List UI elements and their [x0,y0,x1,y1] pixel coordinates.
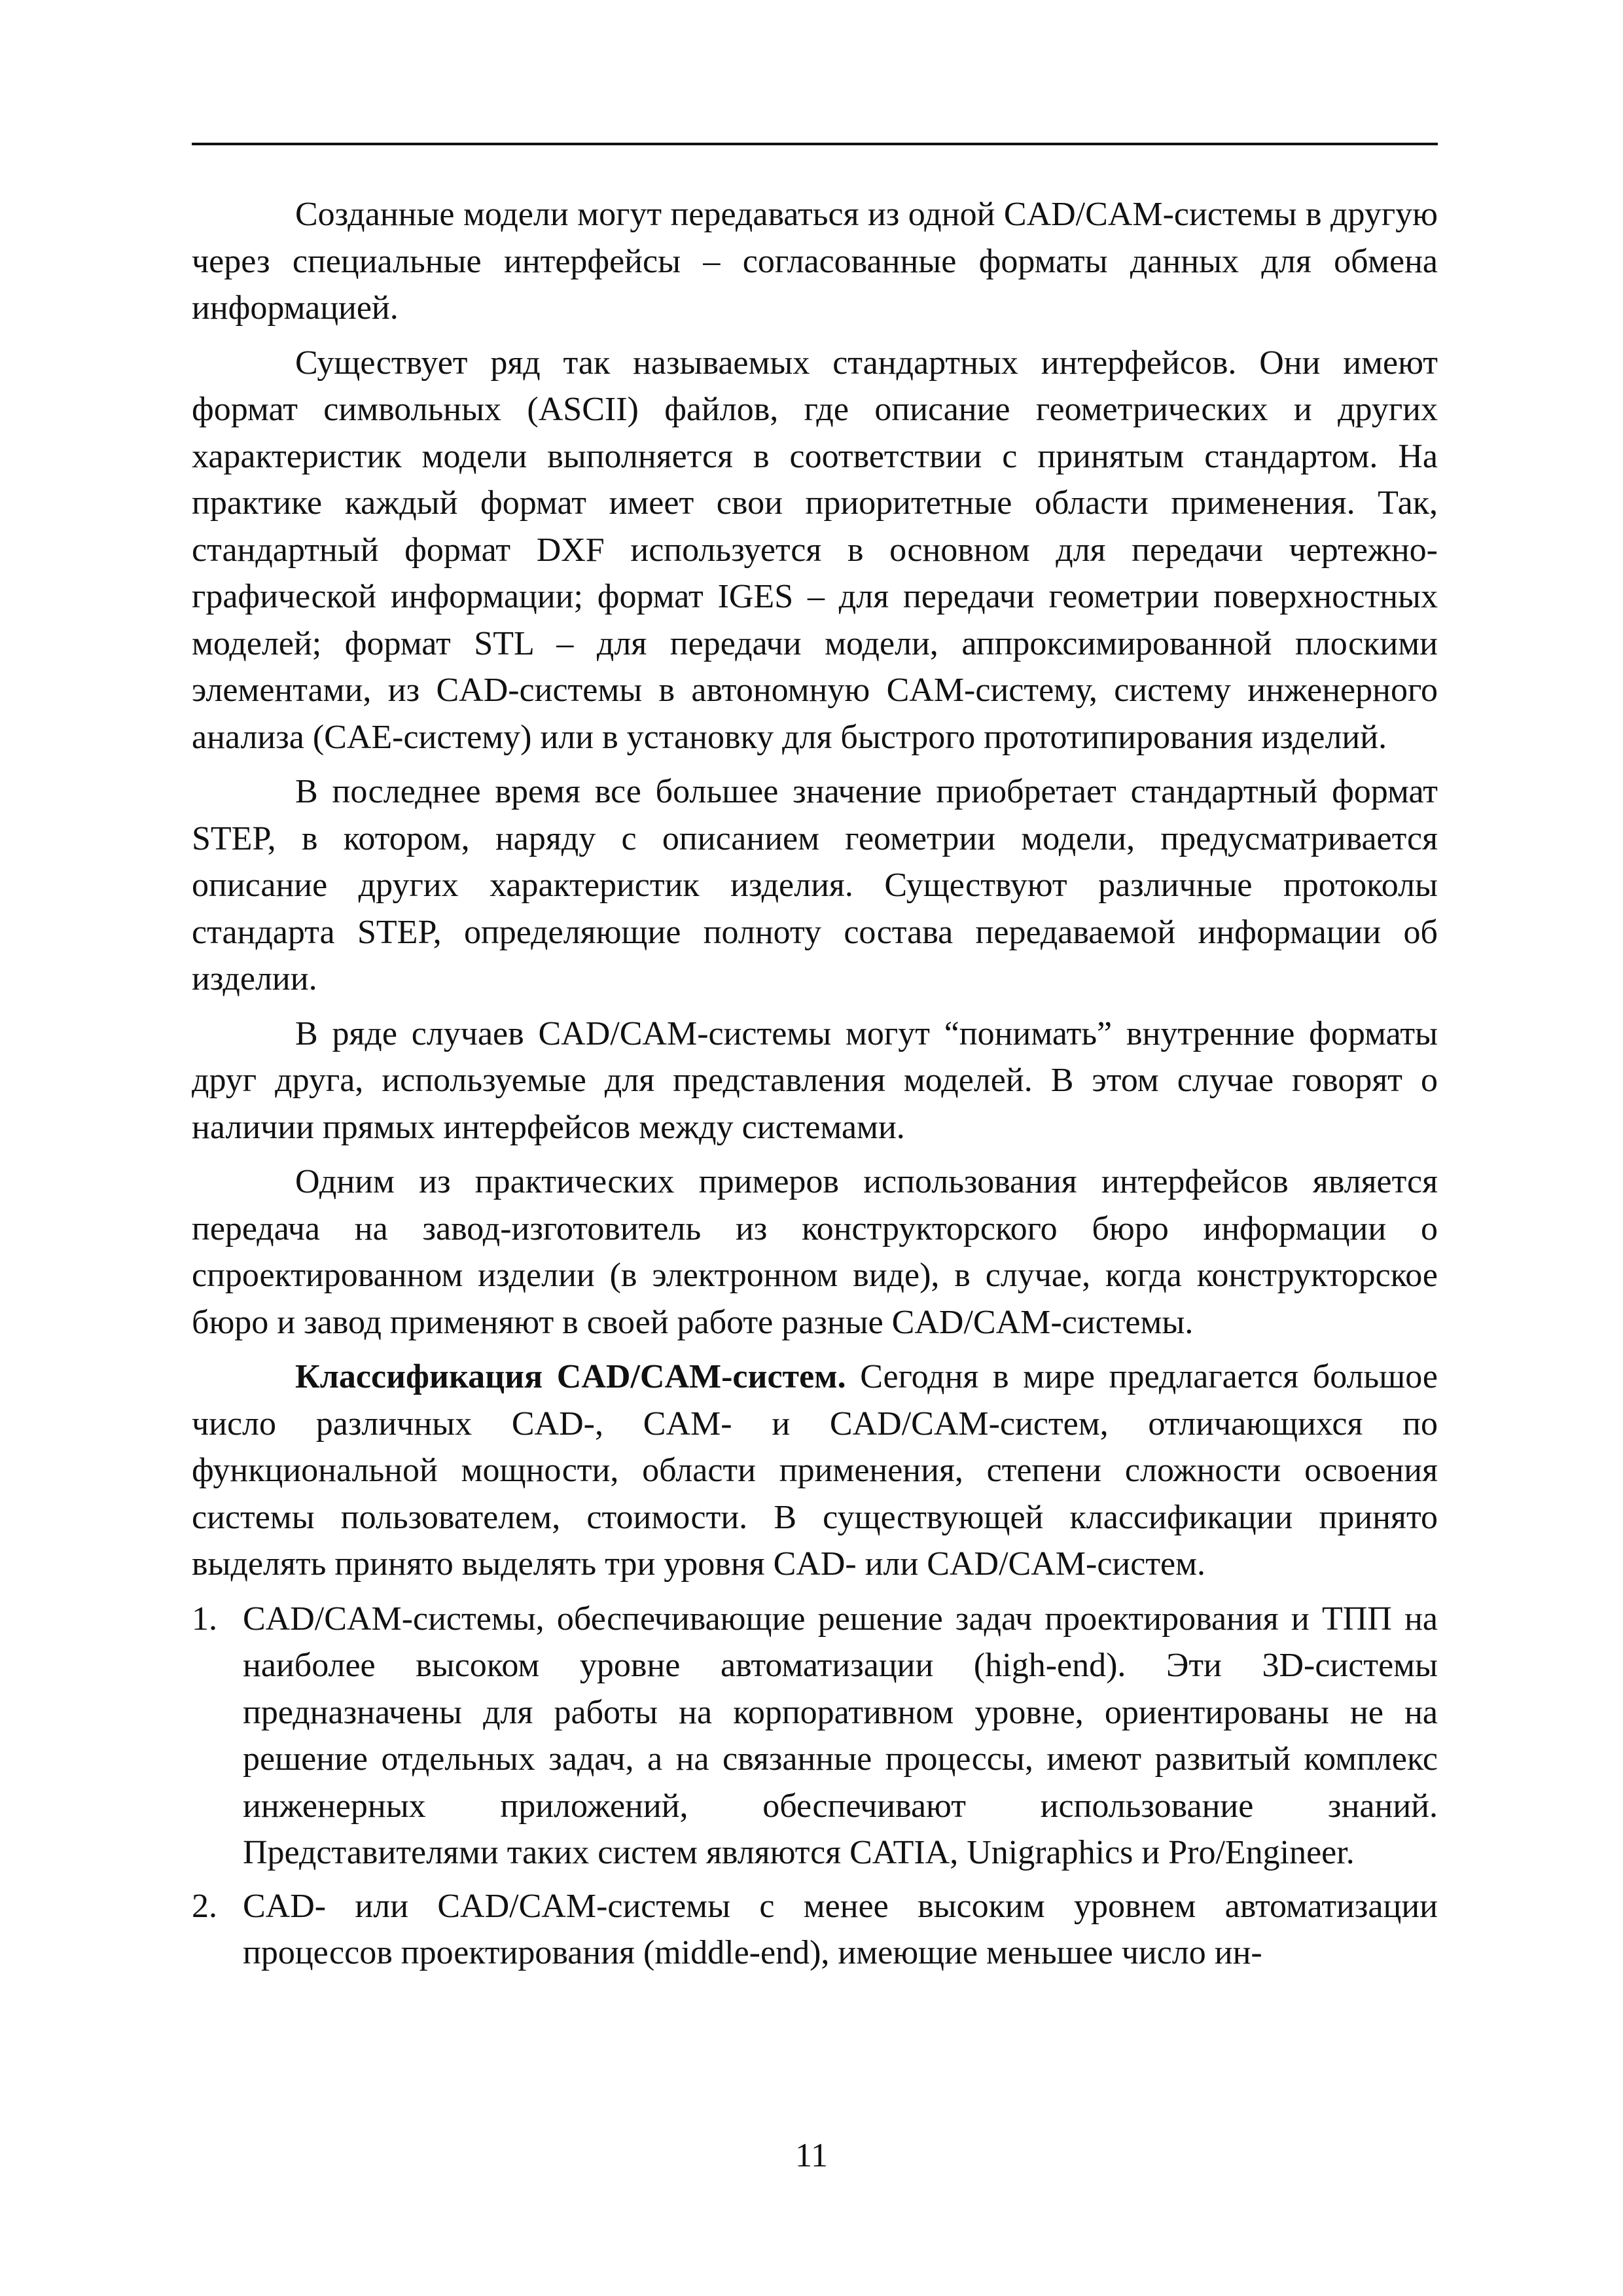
list-item [192,1883,1438,1977]
paragraph-practical-example [192,1158,1438,1346]
header-rule [192,143,1438,145]
list-item [192,1596,1438,1876]
list-item-text: CAD- или CAD/CAM-системы с менее высоким уровнем автоматизации процессов проектирования (middle-end), имеющие меньшее число ин- [243,1887,1438,1971]
page-number: 11 [794,2137,829,2174]
paragraph-text: В последнее время все большее значение приобретает стандартный формат STEP, в котором, наряду с описанием геометрии модели, предусматривается описание других характеристик изделия. Существуют различные протоколы стандарта STEP, определяющие полноту состава передаваемой информации об изделии. [192,773,1438,997]
paragraph-standard-interfaces [192,340,1438,761]
paragraph-text: Одним из практических примеров использования интерфейсов является передача на завод-изготовитель из конструкторского бюро информации о спроектированном изделии (в электронном виде), в случае, когда конструкторское бюро и завод применяют в своей работе разные CAD/CAM-системы. [192,1163,1438,1341]
paragraph-text: Существует ряд так называемых стандартных интерфейсов. Они имеют формат символьных (ASCII) файлов, где описание геометрических и других характеристик модели выполняется в соответствии с принятым стандартом. На практике каждый формат имеет свои приоритетные области применения. Так, стандартный формат DXF используется в основном для передачи чертежно-графической информации; формат IGES – для передачи геометрии поверхностных моделей; формат STL – для передачи модели, аппроксимированной плоскими элементами, из CAD-системы в автономную CAM-систему, систему инженерного анализа (CAE-систему) или в установку для быстрого прототипирования изделий. [192,344,1438,756]
paragraph-text: Сегодня в мире предлагается большое число различных CAD-, CAM- и CAD/CAM-систем, отличающихся по функциональной мощности, области применения, степени сложности освоения системы пользователем, стоимости. В существующей классификации принято выделять принято выделять три уровня CAD- или CAD/CAM-систем. [192,1358,1438,1583]
paragraph-text: Созданные модели могут передаваться из одной CAD/CAM-системы в другую через специальные интерфейсы – согласованные форматы данных для обмена информацией. [192,196,1438,327]
paragraph-step-format [192,768,1438,1003]
classification-list [192,1596,1438,1977]
section-heading-classification: Классификация CAD/CAM-систем. [295,1358,846,1395]
paragraph-direct-interfaces [192,1011,1438,1151]
paragraph-classification [192,1354,1438,1588]
paragraph-text: В ряде случаев CAD/CAM-системы могут “понимать” внутренние форматы друг друга, используемые для представления моделей. В этом случае говорят о наличии прямых интерфейсов между системами. [192,1014,1438,1146]
body-text [192,191,1438,1983]
paragraph-interfaces-intro [192,191,1438,332]
list-item-text: CAD/CAM-системы, обеспечивающие решение задач проектирования и ТПП на наиболее высоком уровне автоматизации (high-end). Эти 3D-системы предназначены для работы на корпоративном уровне, ориентированы не на решение отдельных задач, а на связанные процессы, имеют развитый комплекс инженерных приложений, обеспечивают использование знаний. Представителями таких систем являются CATIA, Unigraphics и Pro/Engineer. [243,1600,1438,1871]
list-item-number: 2. [192,1887,217,1925]
list-item-number: 1. [192,1600,217,1638]
